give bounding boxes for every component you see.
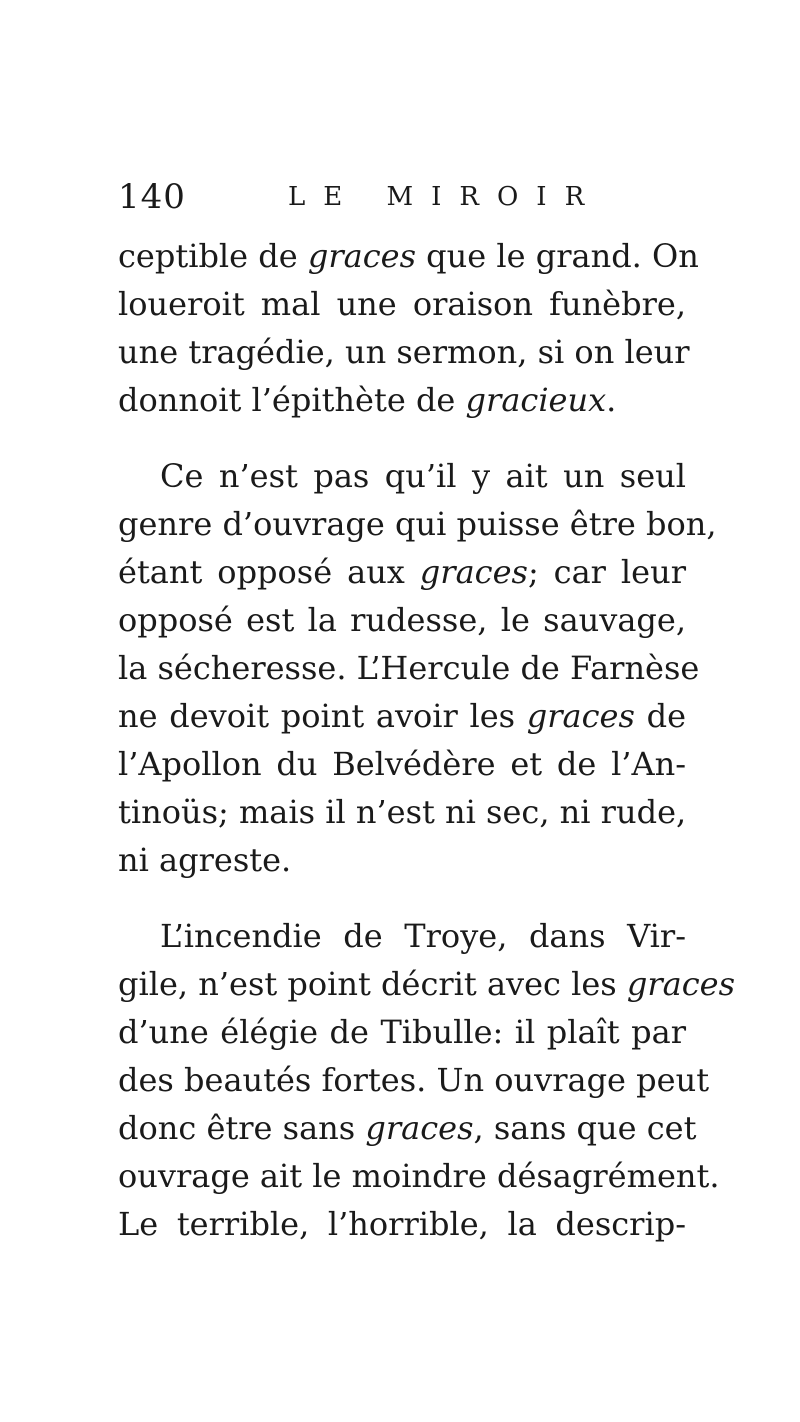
italic-word: graces bbox=[365, 1109, 474, 1147]
text-line bbox=[118, 596, 686, 644]
text-line bbox=[118, 1200, 686, 1248]
text-line bbox=[118, 328, 690, 376]
text-segment: opposé est la rudesse, le sauvage, bbox=[118, 601, 686, 639]
text-segment: des beautés fortes. Un ouvrage peut bbox=[118, 1061, 710, 1099]
paragraph bbox=[118, 912, 736, 1248]
italic-word: graces bbox=[419, 553, 528, 591]
text-segment: donnoit l’épithète de bbox=[118, 381, 466, 419]
text-line bbox=[118, 1008, 686, 1056]
text-line bbox=[118, 280, 686, 328]
text-line bbox=[118, 836, 686, 884]
text-segment: tinoüs; mais il n’est ni sec, ni rude, bbox=[118, 793, 687, 831]
paragraph bbox=[118, 232, 699, 424]
text-line bbox=[118, 548, 686, 596]
text-segment: gile, n’est point décrit avec les bbox=[118, 965, 627, 1003]
text-segment: . bbox=[606, 381, 617, 419]
text-segment: de bbox=[634, 697, 686, 735]
italic-word: gracieux bbox=[465, 381, 607, 419]
text-segment: , sans que cet bbox=[473, 1109, 697, 1147]
paragraph-gap bbox=[118, 884, 686, 912]
paragraph bbox=[118, 452, 717, 884]
text-segment: l’Apollon du Belvédère et de l’An- bbox=[118, 745, 686, 783]
running-head bbox=[118, 172, 678, 222]
text-line bbox=[118, 740, 686, 788]
text-line bbox=[118, 788, 686, 836]
running-title: LE MIROIR bbox=[288, 182, 603, 212]
text-line bbox=[118, 960, 736, 1008]
italic-word: graces bbox=[626, 965, 736, 1003]
text-body bbox=[118, 232, 736, 1248]
text-segment: Le terrible, l’horrible, la descrip- bbox=[118, 1205, 686, 1243]
text-segment: étant opposé aux bbox=[118, 553, 420, 591]
text-line bbox=[118, 232, 699, 280]
text-segment: que le grand. On bbox=[416, 237, 699, 275]
text-line bbox=[118, 500, 717, 548]
text-line bbox=[118, 1104, 697, 1152]
text-line bbox=[118, 376, 686, 424]
text-segment: L’incendie de Troye, dans Vir- bbox=[160, 917, 686, 955]
text-segment: genre d’ouvrage qui puisse être bon, bbox=[118, 505, 717, 543]
text-segment: une tragédie, un sermon, si on leur bbox=[118, 333, 690, 371]
text-segment: Ce n’est pas qu’il y ait un seul bbox=[160, 457, 686, 495]
text-line bbox=[118, 644, 700, 692]
text-segment: loueroit mal une oraison funèbre, bbox=[118, 285, 686, 323]
text-segment: ceptible de bbox=[118, 237, 308, 275]
italic-word: graces bbox=[307, 237, 416, 275]
text-segment: ne devoit point avoir les bbox=[118, 697, 527, 735]
text-line bbox=[118, 692, 686, 740]
text-line bbox=[118, 452, 686, 500]
page-number: 140 bbox=[118, 177, 186, 217]
text-line bbox=[118, 1152, 720, 1200]
italic-word: graces bbox=[526, 697, 635, 735]
paragraph-gap bbox=[118, 424, 686, 452]
text-line bbox=[118, 912, 686, 960]
text-segment: d’une élégie de Tibulle: il plaît par bbox=[118, 1013, 686, 1051]
text-segment: ni agreste. bbox=[118, 841, 292, 879]
text-segment: ; car leur bbox=[527, 553, 686, 591]
text-line bbox=[118, 1056, 710, 1104]
text-segment: donc être sans bbox=[118, 1109, 366, 1147]
text-segment: ouvrage ait le moindre désagrément. bbox=[118, 1157, 720, 1195]
text-segment: la sécheresse. L’Hercule de Farnèse bbox=[118, 649, 700, 687]
